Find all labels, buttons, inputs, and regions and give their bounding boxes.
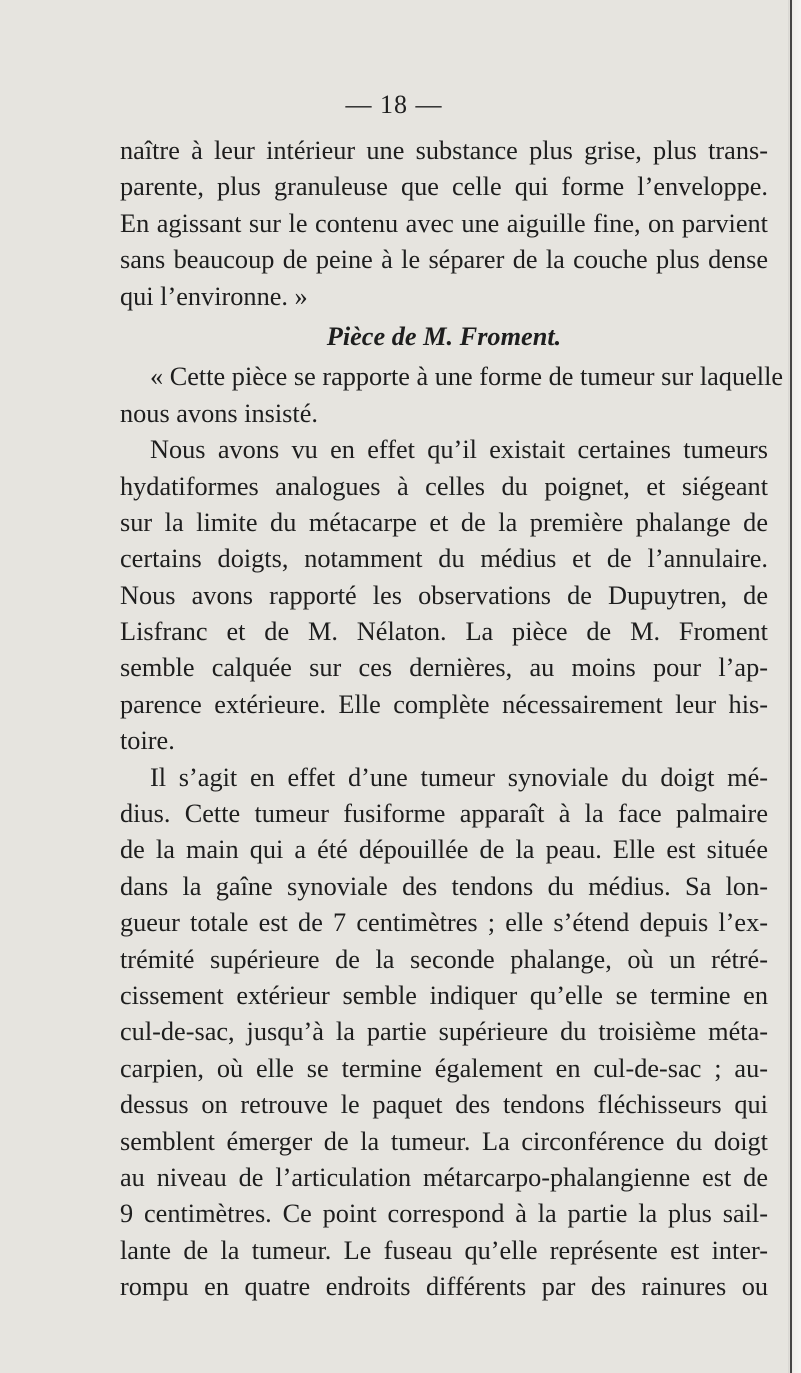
page-number: — 18 —	[345, 90, 443, 119]
text-line: En agissant sur le contenu avec une aiguille fine, on parvient	[120, 208, 768, 238]
text-line: nous avons insisté.	[120, 398, 318, 428]
text-line: semblent émerger de la tumeur. La circonférence du doigt	[120, 1126, 768, 1156]
text-line: dessus on retrouve le paquet des tendons fléchisseurs qui	[120, 1090, 768, 1120]
page-edge-line	[790, 0, 792, 1373]
section-heading: Pièce de M. Froment.	[326, 321, 562, 351]
text-line: semble calquée sur ces dernières, au moins pour l’ap-	[120, 653, 768, 683]
text-line: gueur totale est de 7 centimètres ; elle s’étend depuis l’ex-	[120, 908, 768, 938]
text-line: cissement extérieur semble indiquer qu’elle se termine en	[120, 980, 768, 1010]
text-line: Nous avons vu en effet qu’il existait certaines tumeurs	[150, 435, 768, 465]
text-line: qui l’environne. »	[120, 281, 308, 311]
text-line: carpien, où elle se termine également en cul-de-sac ; au-	[120, 1053, 768, 1083]
text-line: sans beaucoup de peine à le séparer de la couche plus dense	[120, 245, 768, 275]
text-line: dius. Cette tumeur fusiforme apparaît à la face palmaire	[120, 799, 768, 829]
text-line: au niveau de l’articulation métarcarpo-phalangienne est de	[120, 1162, 768, 1192]
text-line: trémité supérieure de la seconde phalange, où un rétré-	[120, 944, 768, 974]
text-line: Il s’agit en effet d’une tumeur synoviale du doigt mé-	[150, 762, 768, 792]
text-line: certains doigts, notamment du médius et de l’annulaire.	[120, 544, 768, 574]
text-line: rompu en quatre endroits différents par des rainures ou	[120, 1272, 768, 1302]
text-line: lante de la tumeur. Le fuseau qu’elle représente est inter-	[120, 1235, 768, 1265]
text-line: hydatiformes analogues à celles du poignet, et siégeant	[120, 471, 768, 501]
text-line: 9 centimètres. Ce point correspond à la partie la plus sail-	[120, 1199, 768, 1229]
text-line: Lisfranc et de M. Nélaton. La pièce de M. Froment	[120, 617, 768, 647]
text-line: parente, plus granuleuse que celle qui forme l’enveloppe.	[120, 172, 768, 202]
text-line: de la main qui a été dépouillée de la peau. Elle est située	[120, 835, 768, 865]
text-line: sur la limite du métacarpe et de la première phalange de	[120, 507, 768, 537]
text-line: parence extérieure. Elle complète nécessairement leur his-	[120, 689, 768, 719]
body-text	[120, 133, 784, 1306]
text-line: cul-de-sac, jusqu’à la partie supérieure du troisième méta-	[120, 1017, 768, 1047]
text-line: toire.	[120, 726, 175, 756]
text-line: naître à leur intérieur une substance plus grise, plus trans-	[120, 136, 768, 165]
text-line: dans la gaîne synoviale des tendons du médius. Sa lon-	[120, 871, 768, 901]
text-line: « Cette pièce se rapporte à une forme de tumeur sur laquelle	[150, 362, 784, 392]
text-line: Nous avons rapporté les observations de Dupuytren, de	[120, 580, 768, 610]
